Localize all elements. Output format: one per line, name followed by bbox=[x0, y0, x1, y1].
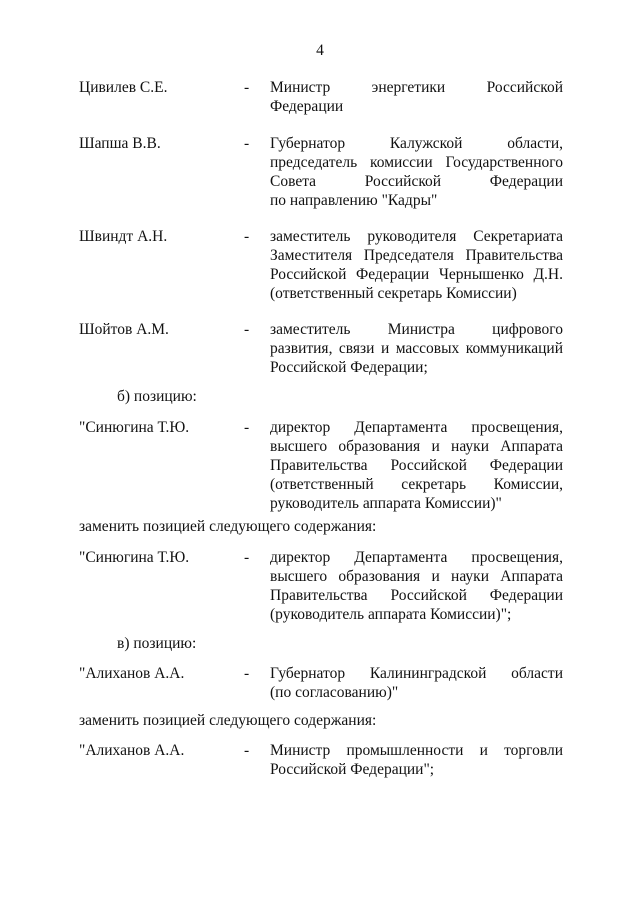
position-line: Губернатор Калужской области, bbox=[270, 135, 563, 152]
member-name: Шапша В.В. bbox=[79, 135, 161, 152]
member-position bbox=[270, 320, 563, 377]
member-name: "Алиханов А.А. bbox=[79, 665, 185, 682]
member-position bbox=[270, 227, 563, 303]
replace-instruction: заменить позицией следующего содержания: bbox=[79, 518, 377, 535]
member-dash: - bbox=[244, 79, 250, 96]
member-position bbox=[270, 741, 563, 779]
member-dash: - bbox=[244, 135, 250, 152]
member-name: "Синюгина Т.Ю. bbox=[79, 419, 190, 436]
member-dash: - bbox=[244, 665, 250, 682]
position-line: руководитель аппарата Комиссии)" bbox=[270, 495, 502, 512]
member-name: "Синюгина Т.Ю. bbox=[79, 549, 190, 566]
member-name: Шойтов А.М. bbox=[79, 321, 169, 338]
section-v-heading: в) позицию: bbox=[117, 635, 197, 652]
position-line: высшего образования и науки Аппарата bbox=[270, 568, 563, 585]
position-line: Министр промышленности и торговли bbox=[270, 742, 563, 759]
position-line: Губернатор Калининградской области bbox=[270, 665, 563, 682]
position-line: заместитель Министра цифрового bbox=[270, 321, 563, 338]
member-position bbox=[270, 418, 563, 513]
position-line: по направлению "Кадры" bbox=[270, 192, 438, 209]
position-line: Министр энергетики Российской bbox=[270, 79, 563, 96]
page-number: 4 bbox=[316, 42, 324, 59]
position-line: Федерации bbox=[270, 98, 344, 115]
member-name: Швиндт А.Н. bbox=[79, 228, 168, 245]
section-b-heading: б) позицию: bbox=[117, 388, 197, 405]
position-line: Российской Федерации; bbox=[270, 359, 428, 376]
position-line: Российской Федерации"; bbox=[270, 761, 435, 778]
member-name: "Алиханов А.А. bbox=[79, 742, 185, 759]
member-dash: - bbox=[244, 228, 250, 245]
position-line: директор Департамента просвещения, bbox=[270, 549, 563, 566]
member-dash: - bbox=[244, 321, 250, 338]
member-dash: - bbox=[244, 742, 250, 759]
replace-instruction: заменить позицией следующего содержания: bbox=[79, 712, 377, 729]
position-line: директор Департамента просвещения, bbox=[270, 419, 563, 436]
member-dash: - bbox=[244, 419, 250, 436]
member-name: Цивилев С.Е. bbox=[79, 79, 168, 96]
position-line: заместитель руководителя Секретариата bbox=[270, 228, 563, 245]
member-position bbox=[270, 664, 563, 702]
member-position bbox=[270, 548, 563, 624]
member-position bbox=[270, 78, 563, 116]
position-line: Российской Федерации Чернышенко Д.Н. bbox=[270, 266, 563, 283]
position-line: (ответственный секретарь Комиссии) bbox=[270, 285, 517, 302]
position-line: развития, связи и массовых коммуникаций bbox=[270, 340, 563, 357]
member-position bbox=[270, 134, 563, 210]
position-line: Правительства Российской Федерации bbox=[270, 457, 563, 474]
position-line: (руководитель аппарата Комиссии)"; bbox=[270, 606, 512, 623]
position-line: Совета Российской Федерации bbox=[270, 173, 563, 190]
position-line: Заместителя Председателя Правительства bbox=[270, 247, 563, 264]
position-line: председатель комиссии Государственного bbox=[270, 154, 563, 171]
position-line: (по согласованию)" bbox=[270, 684, 399, 701]
position-line: (ответственный секретарь Комиссии, bbox=[270, 476, 563, 493]
position-line: Правительства Российской Федерации bbox=[270, 587, 563, 604]
member-dash: - bbox=[244, 549, 250, 566]
position-line: высшего образования и науки Аппарата bbox=[270, 438, 563, 455]
